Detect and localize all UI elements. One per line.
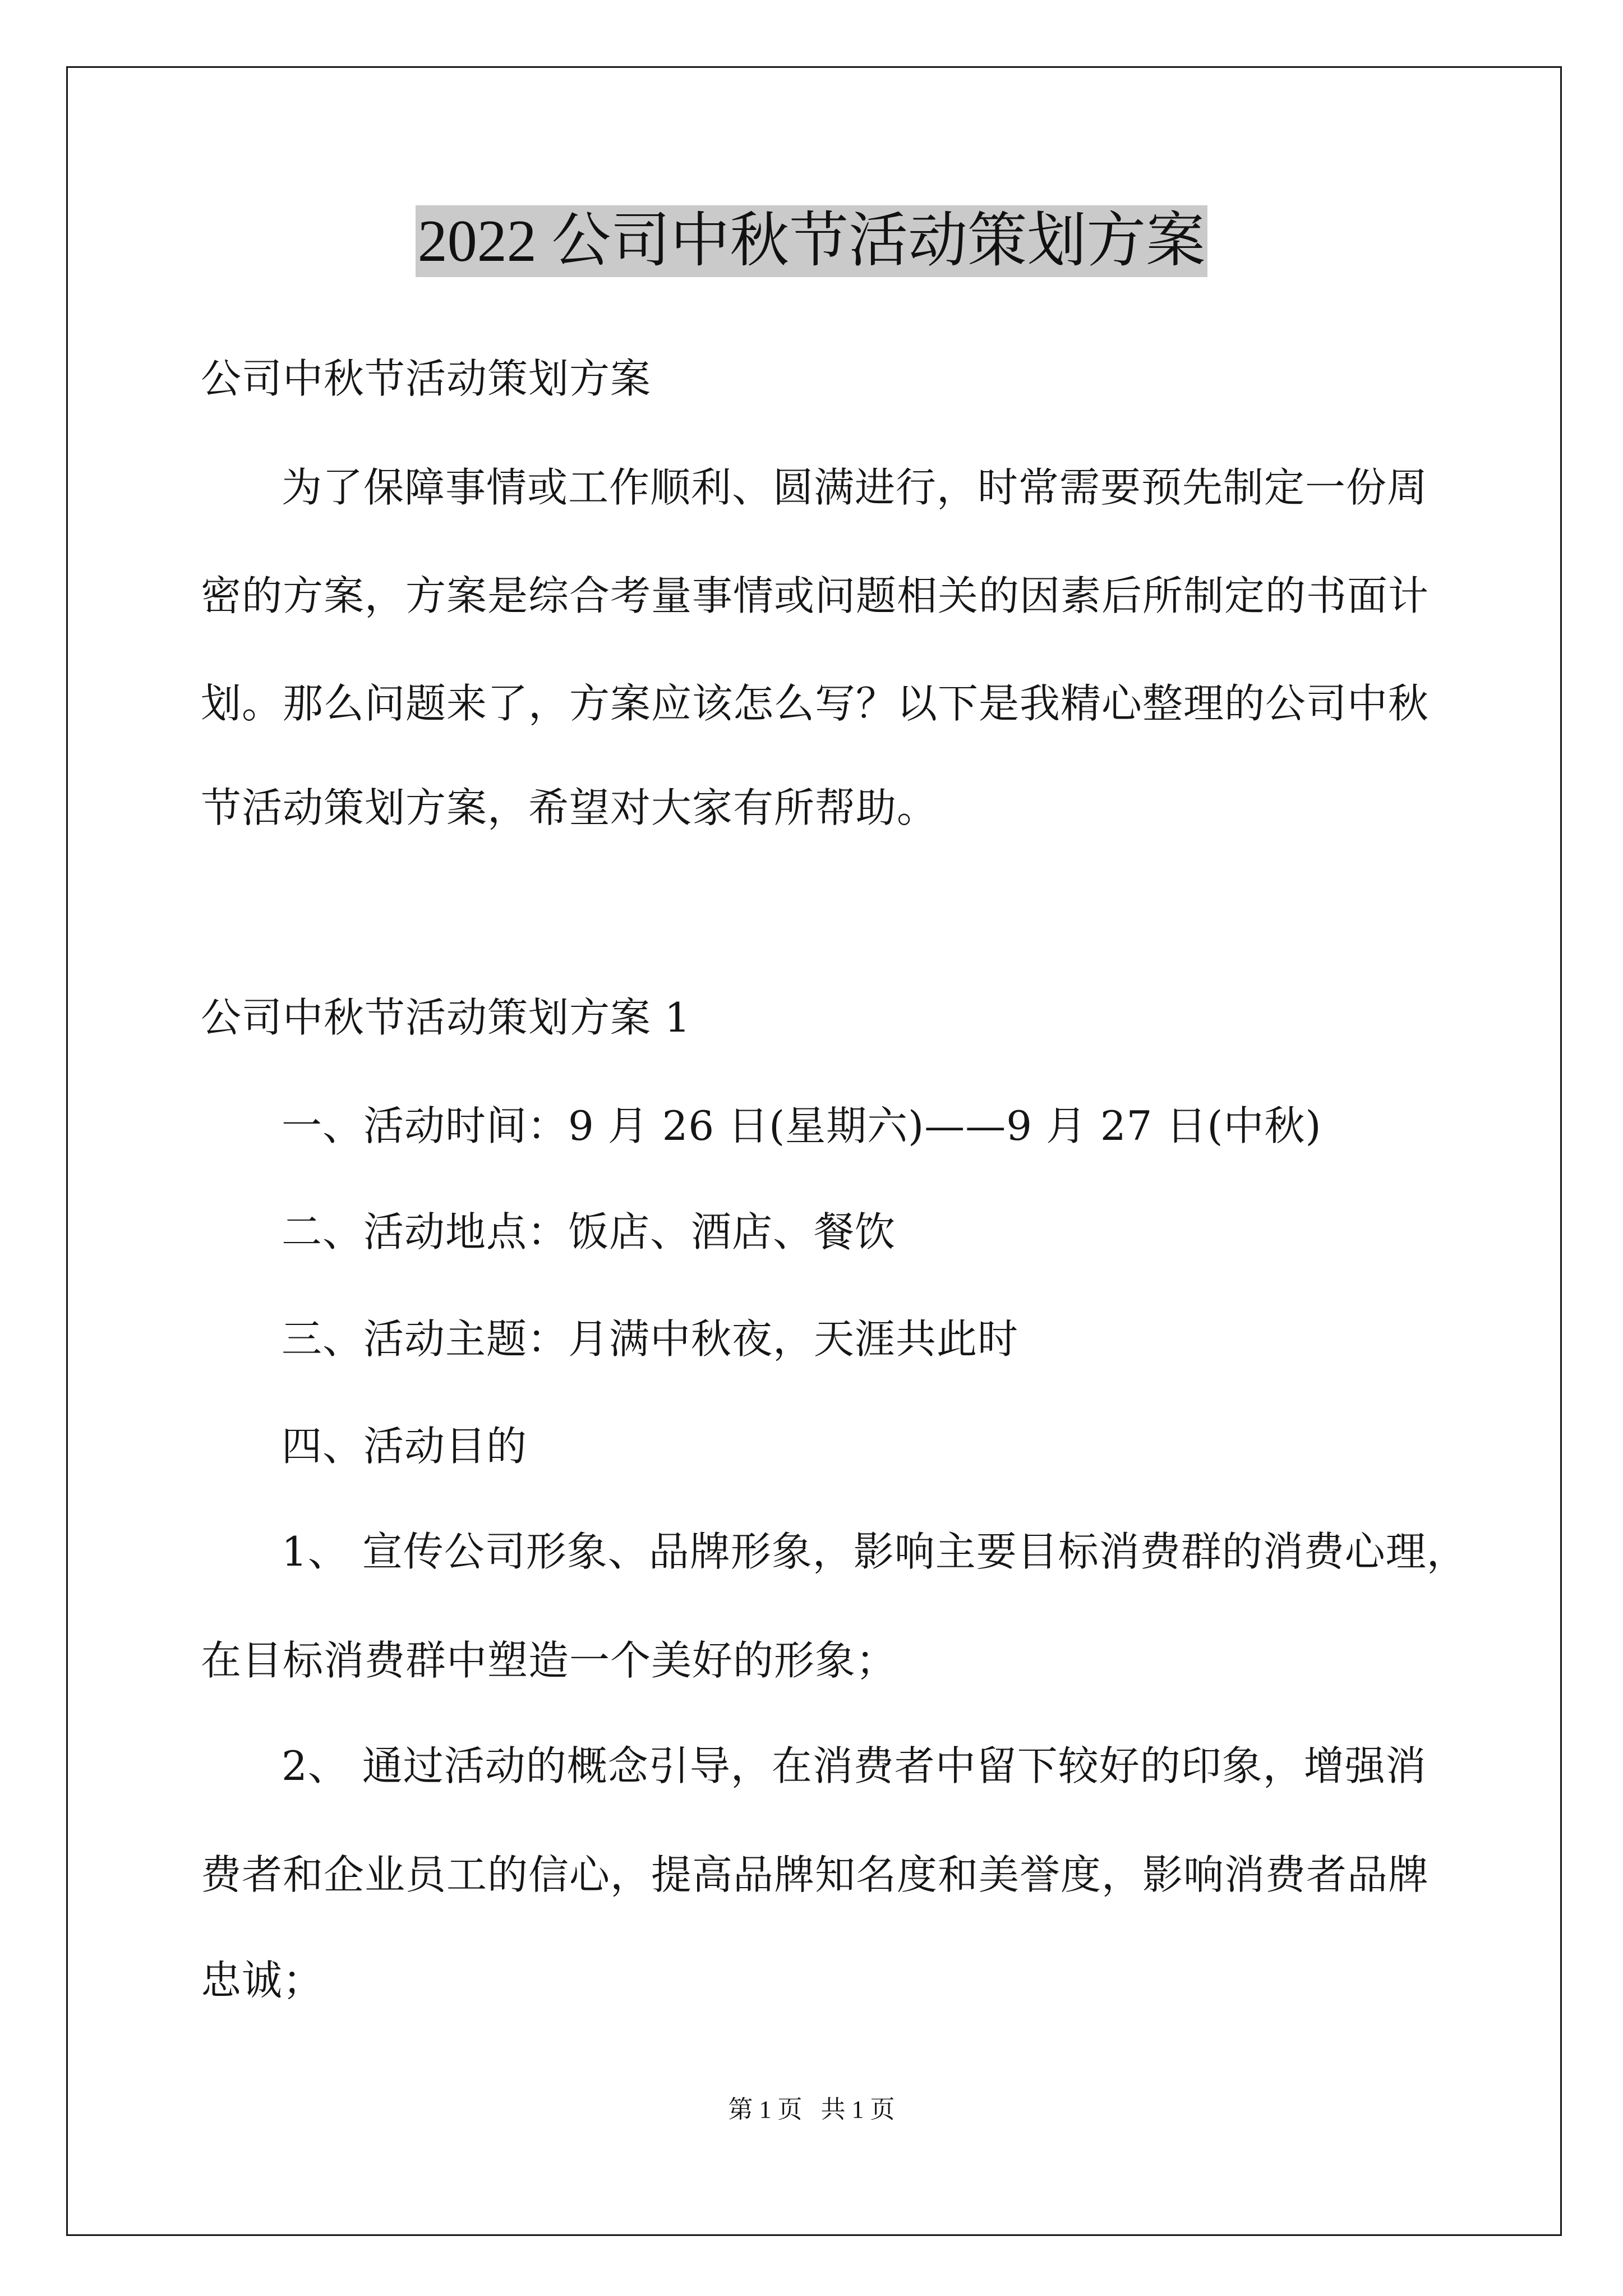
title-container bbox=[0, 205, 1623, 277]
activity-location-item: 二、活动地点：饭店、酒店、餐饮 bbox=[282, 1208, 896, 1255]
intro-line: 划。那么问题来了，方案应该怎么写？以下是我精心整理的公司中秋 bbox=[201, 680, 1430, 727]
activity-time-item: 一、活动时间：9 月 26 日(星期六)——9 月 27 日(中秋) bbox=[282, 1102, 1322, 1149]
activity-theme-item: 三、活动主题：月满中秋夜，天涯共此时 bbox=[282, 1315, 1019, 1363]
document-title: 2022 公司中秋节活动策划方案 bbox=[416, 205, 1208, 277]
activity-purpose-heading: 四、活动目的 bbox=[282, 1423, 528, 1470]
purpose-2-line: 2、 通过活动的概念引导，在消费者中留下较好的印象，增强消 bbox=[282, 1742, 1427, 1789]
purpose-2-line: 忠诚； bbox=[201, 1957, 324, 2004]
purpose-1-line: 在目标消费群中塑造一个美好的形象； bbox=[201, 1637, 897, 1684]
purpose-2-line: 费者和企业员工的信心，提高品牌知名度和美誉度，影响消费者品牌 bbox=[201, 1851, 1430, 1898]
purpose-1-line: 1、 宣传公司形象、品牌形象，影响主要目标消费群的消费心理， bbox=[282, 1528, 1468, 1575]
intro-line: 节活动策划方案，希望对大家有所帮助。 bbox=[201, 784, 938, 831]
intro-line: 密的方案，方案是综合考量事情或问题相关的因素后所制定的书面计 bbox=[201, 572, 1430, 619]
document-subtitle: 公司中秋节活动策划方案 bbox=[201, 355, 652, 402]
intro-line: 为了保障事情或工作顺利、圆满进行，时常需要预先制定一份周 bbox=[282, 464, 1428, 511]
section-heading: 公司中秋节活动策划方案 1 bbox=[201, 994, 691, 1041]
page-footer: 第 1 页 共 1 页 bbox=[728, 2096, 895, 2123]
